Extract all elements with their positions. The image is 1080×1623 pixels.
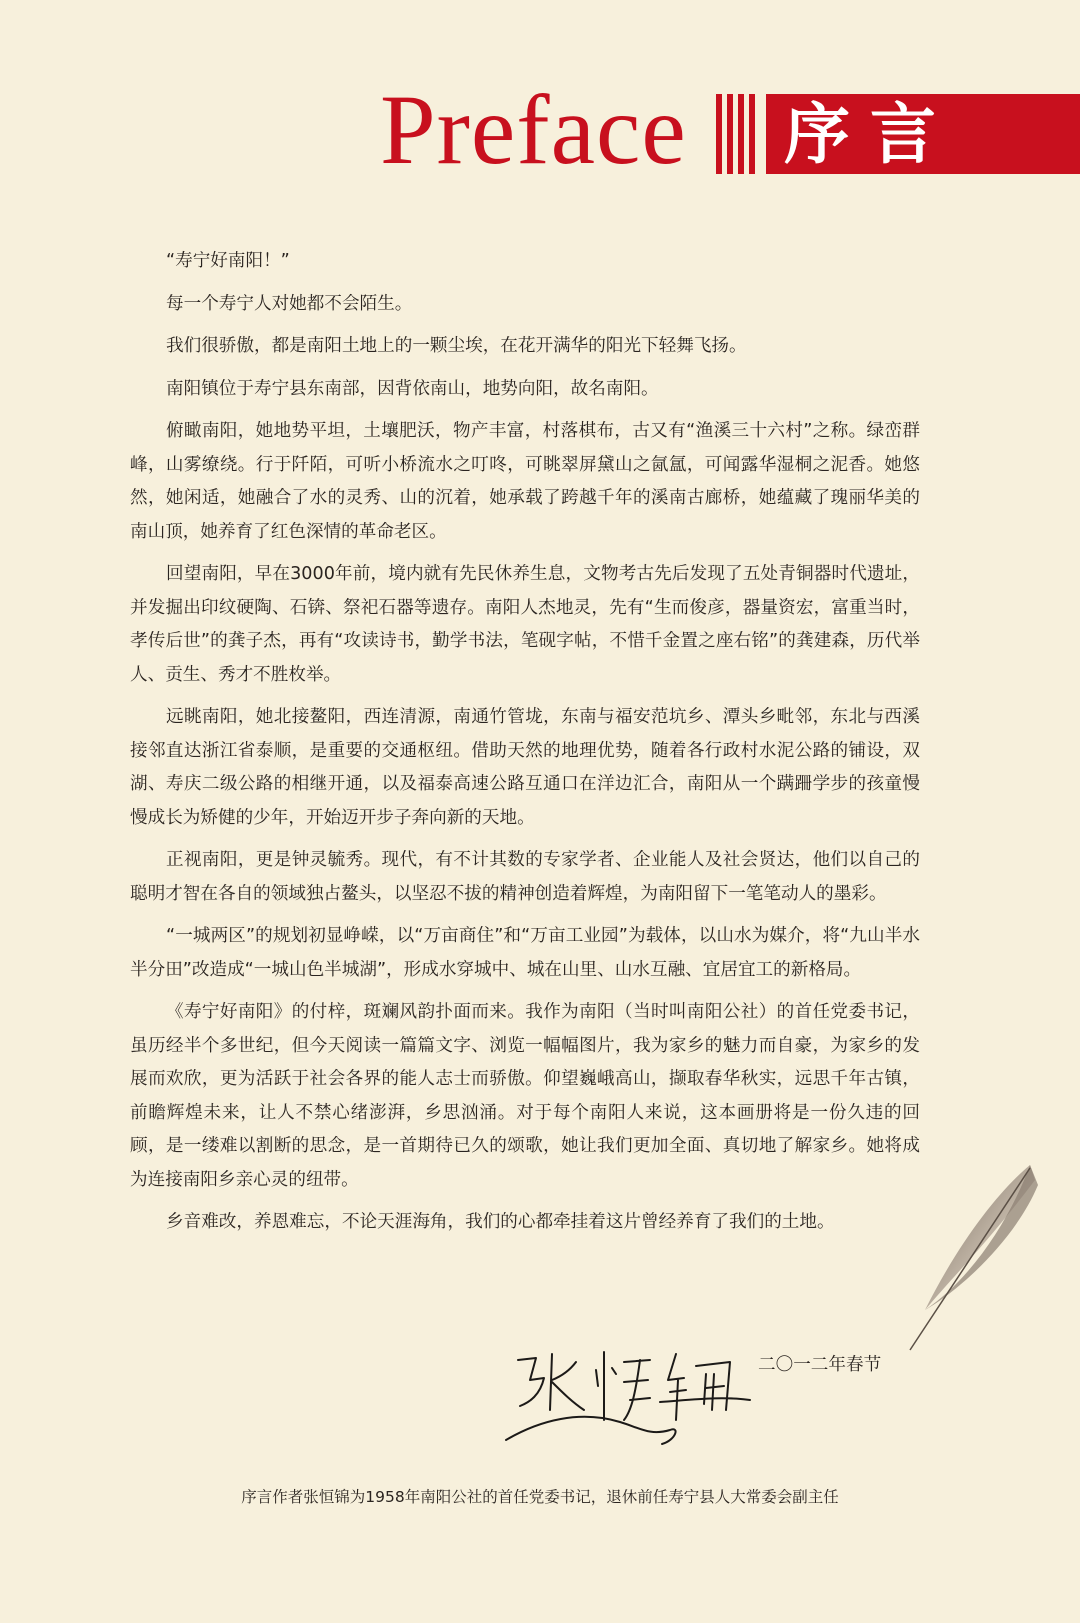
author-footnote: 序言作者张恒锦为1958年南阳公社的首任党委书记，退休前任寿宁县人大常委会副主任 bbox=[241, 1488, 839, 1506]
title-band bbox=[766, 94, 1080, 174]
paragraph: “寿宁好南阳！” bbox=[166, 251, 290, 271]
paragraph: 乡音难改，养恩难忘，不论天涯海角，我们的心都牵挂着这片曾经养育了我们的土地。 bbox=[166, 1212, 835, 1232]
preface-title-chinese: 序言 bbox=[784, 95, 956, 173]
paragraph: 俯瞰南阳，她地势平坦，土壤肥沃，物产丰富，村落棋布，古又有“渔溪三十六村”之称。绿峦群峰，山雾缭绕。行于阡陌，可听小桥流水之叮咚，可眺翠屏黛山之氤氲，可闻露华湿桐之泥香。她悠然，她闲适，她融合了水的灵秀、山的沉着，她承载了跨越千年的溪南古廊桥，她蕴藏了瑰丽华美的南山顶，她养育了红色深情的革命老区。 bbox=[130, 421, 920, 542]
paragraph: 我们很骄傲，都是南阳土地上的一颗尘埃，在花开满华的阳光下轻舞飞扬。 bbox=[166, 336, 747, 356]
quill-icon bbox=[890, 1160, 1040, 1360]
paragraph: 正视南阳，更是钟灵毓秀。现代，有不计其数的专家学者、企业能人及社会贤达，他们以自己的聪明才智在各自的领域独占鳌头，以坚忍不拔的精神创造着辉煌，为南阳留下一笔笔动人的墨彩。 bbox=[130, 850, 920, 904]
preface-body bbox=[130, 245, 920, 1249]
paragraph: 《寿宁好南阳》的付梓，斑斓风韵扑面而来。我作为南阳（当时叫南阳公社）的首任党委书记，虽历经半个多世纪，但今天阅读一篇篇文字、浏览一幅幅图片，我为家乡的魅力而自豪，为家乡的发展而欢欣，更为活跃于社会各界的能人志士而骄傲。仰望巍峨高山，撷取春华秋实，远思千年古镇，前瞻辉煌未来，让人不禁心绪澎湃，乡思汹涌。对于每个南阳人来说，这本画册将是一份久违的回顾，是一缕难以割断的思念，是一首期待已久的颂歌，她让我们更加全面、真切地了解家乡。她将成为连接南阳乡亲心灵的纽带。 bbox=[130, 1002, 920, 1190]
paragraph: 每一个寿宁人对她都不会陌生。 bbox=[166, 293, 413, 314]
signature-date: 二〇一二年春节 bbox=[758, 1355, 882, 1375]
handwritten-signature bbox=[500, 1340, 760, 1460]
paragraph: 远眺南阳，她北接鳌阳，西连清源，南通竹管垅，东南与福安范坑乡、潭头乡毗邻，东北与西溪接邻直达浙江省泰顺，是重要的交通枢纽。借助天然的地理优势，随着各行政村水泥公路的铺设，双湖、寿庆二级公路的相继开通，以及福泰高速公路互通口在洋边汇合，南阳从一个蹒跚学步的孩童慢慢成长为矫健的少年，开始迈开步子奔向新的天地。 bbox=[130, 707, 920, 828]
paragraph: 南阳镇位于寿宁县东南部，因背依南山，地势向阳，故名南阳。 bbox=[166, 378, 659, 399]
preface-title: Preface bbox=[380, 74, 687, 185]
paragraph: “一城两区”的规划初显峥嵘，以“万亩商住”和“万亩工业园”为载体，以山水为媒介，将“九山半水半分田”改造成“一城山色半城湖”，形成水穿城中、城在山里、山水互融、宜居宜工的新格局。 bbox=[130, 926, 920, 980]
header bbox=[0, 74, 1080, 185]
paragraph: 回望南阳，早在3000年前，境内就有先民休养生息，文物考古先后发现了五处青铜器时代遗址，并发掘出印纹硬陶、石锛、祭祀石器等遗存。南阳人杰地灵，先有“生而俊彦，器量资宏，富重当时，孝传后世”的龚子杰，再有“攻读诗书，勤学书法，笔砚字帖，不惜千金置之座右铭”的龚建森，历代举人、贡生、秀才不胜枚举。 bbox=[130, 564, 920, 685]
